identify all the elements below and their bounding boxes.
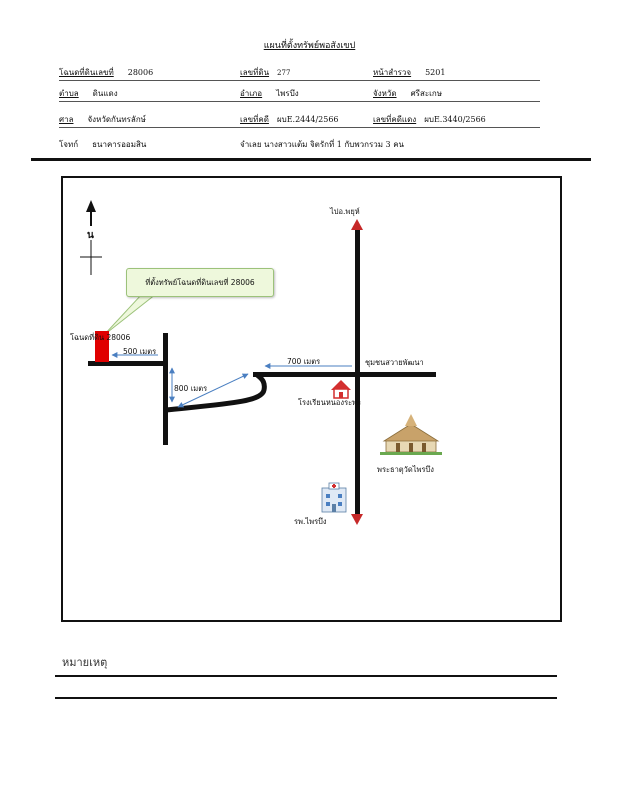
red-case-value: ผบE.3440/2566 [424, 115, 486, 124]
subdistrict-value: ดินแดง [92, 89, 118, 98]
community-label: ชุมชนสวายพัฒนา [365, 358, 424, 367]
remark-line-1 [55, 675, 557, 677]
remark-line-2 [55, 697, 557, 699]
plot-label: โฉนดที่ดิน 28006 [70, 333, 131, 342]
road-end-north-marker [351, 219, 363, 230]
temple-icon [380, 414, 442, 455]
document-title: แผนที่ตั้งทรัพย์พอสังเขป [263, 41, 356, 51]
deed-value: 28006 [127, 68, 154, 77]
plaintiff-value: ธนาคารออมสิน [92, 140, 147, 149]
remark-label: หมายเหตุ [62, 656, 108, 669]
callout-pointer [104, 294, 156, 335]
district-value: ไพรบึง [276, 89, 299, 98]
school-house-icon [331, 380, 351, 398]
temple-label: พระธาตุวัดไพรบึง [377, 465, 434, 474]
district-label: อำเภอ [240, 89, 263, 98]
province-label: จังหวัด [373, 89, 397, 98]
hospital-icon [322, 483, 346, 512]
court-label: ศาล [59, 115, 74, 124]
distance-700-label: 700 เมตร [287, 357, 321, 366]
property-callout: ที่ตั้งทรัพย์โฉนดที่ดินเลขที่ 28006 [126, 268, 274, 297]
land-no-label: เลขที่ดิน [240, 68, 270, 77]
north-label: น [87, 230, 94, 241]
land-no-value: 277 [277, 69, 291, 77]
distance-500-label: 500 เมตร [123, 347, 157, 356]
court-value: จังหวัดกันทรลักษ์ [87, 115, 146, 124]
to-north-label: ไปอ.พยุห์ [330, 207, 360, 216]
red-case-label: เลขที่คดีแดง [373, 115, 417, 124]
survey-label: หน้าสำรวจ [373, 68, 412, 77]
plaintiff-label: โจทก์ [59, 140, 79, 149]
case-label: เลขที่คดี [240, 115, 269, 124]
deed-label: โฉนดที่ดินเลขที่ [59, 68, 114, 77]
province-value: ศรีสะเกษ [410, 89, 442, 98]
school-label: โรงเรียนหนองระพะ [298, 398, 362, 407]
road-end-south-marker [351, 514, 363, 525]
survey-value: 5201 [425, 68, 446, 77]
subdistrict-label: ตำบล [59, 89, 79, 98]
hospital-label: รพ.ไพรบึง [294, 517, 327, 526]
distance-800-label: 800 เมตร [174, 384, 208, 393]
case-value: ผบE.2444/2566 [276, 115, 339, 124]
defendant-text: จำเลย นางสาวแต้ม จิตรักที่ 1 กับพวกรวม 3 คน [240, 140, 405, 149]
